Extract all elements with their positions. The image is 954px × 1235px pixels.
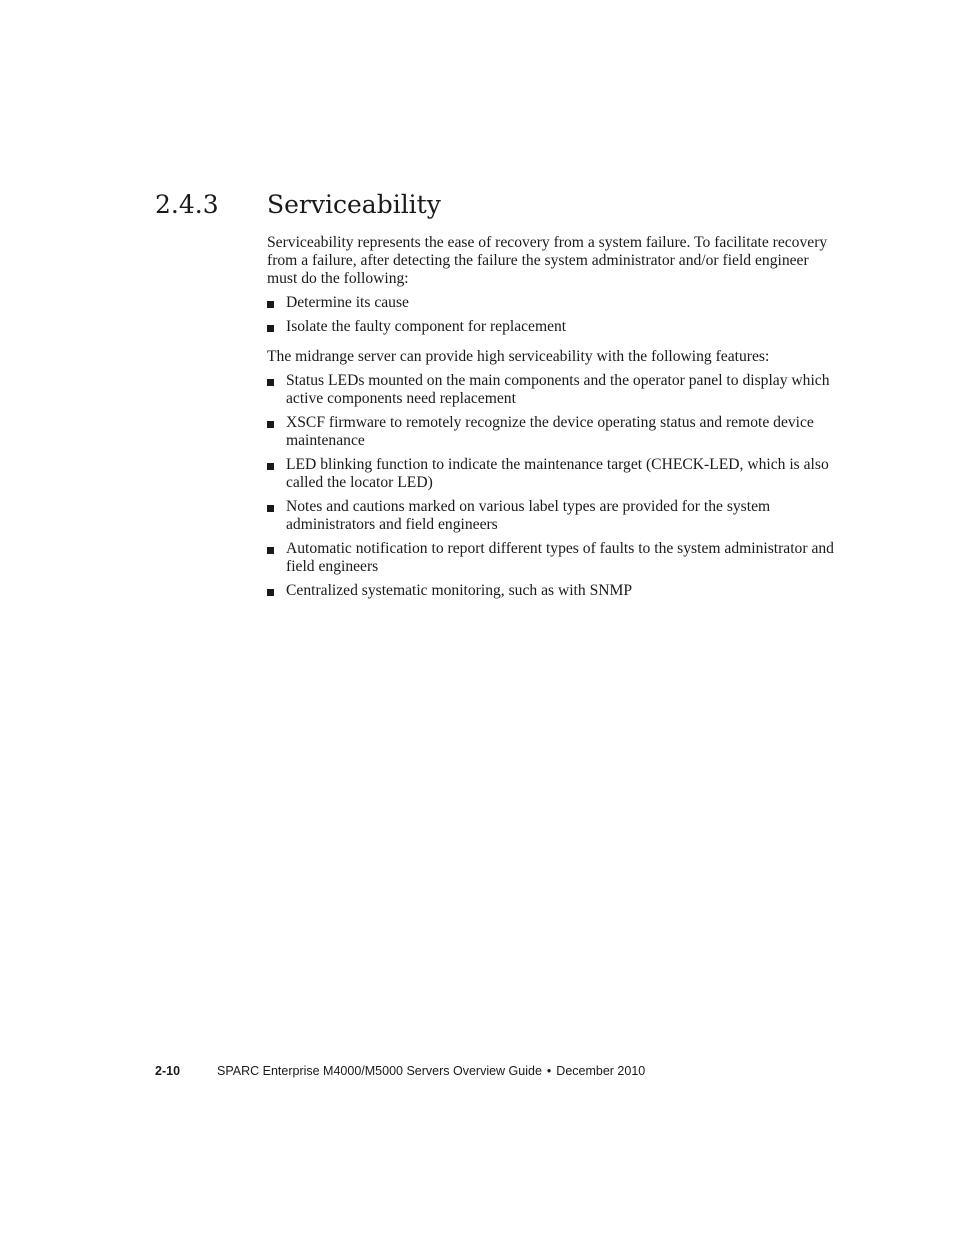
list-item <box>267 414 841 450</box>
square-bullet-icon <box>267 325 274 332</box>
publication-date: December 2010 <box>556 1064 646 1078</box>
square-bullet-icon <box>267 301 274 308</box>
list-item <box>267 498 841 534</box>
list-item-text: Notes and cautions marked on various label types are provided for the system administrators and field engineers <box>286 498 771 533</box>
list-item-text: XSCF firmware to remotely recognize the device operating status and remote device maintenance <box>286 414 814 449</box>
page-footer <box>155 1063 645 1079</box>
list-item-text: Automatic notification to report different types of faults to the system administrator and field engineers <box>286 540 834 575</box>
list-item <box>267 456 841 492</box>
square-bullet-icon <box>267 421 274 428</box>
section-number: 2.4.3 <box>155 190 219 219</box>
list-item <box>267 294 841 312</box>
page-number: 2-10 <box>155 1064 181 1078</box>
list-item-text: Isolate the faulty component for replacement <box>286 318 567 335</box>
square-bullet-icon <box>267 547 274 554</box>
features-intro-paragraph: The midrange server can provide high serviceability with the following features: <box>267 348 770 365</box>
features-list <box>267 372 841 600</box>
list-item-text: Centralized systematic monitoring, such as with SNMP <box>286 582 633 599</box>
list-item-text: Status LEDs mounted on the main components and the operator panel to display which active components need replacement <box>286 372 830 407</box>
square-bullet-icon <box>267 505 274 512</box>
section-body <box>267 234 841 606</box>
square-bullet-icon <box>267 589 274 596</box>
list-item-text: LED blinking function to indicate the maintenance target (CHECK-LED, which is also called the locator LED) <box>286 456 829 491</box>
section-title: Serviceability <box>267 190 441 219</box>
list-item <box>267 582 841 600</box>
list-item-text: Determine its cause <box>286 294 409 311</box>
list-item <box>267 372 841 408</box>
square-bullet-icon <box>267 463 274 470</box>
list-item <box>267 318 841 336</box>
recovery-steps-list <box>267 294 841 336</box>
intro-paragraph: Serviceability represents the ease of recovery from a system failure. To facilitate recovery from a failure, after detecting the failure the system administrator and/or field engineer must do the following: <box>267 234 828 287</box>
footer-separator: • <box>546 1064 552 1078</box>
document-title: SPARC Enterprise M4000/M5000 Servers Overview Guide <box>217 1064 542 1078</box>
square-bullet-icon <box>267 379 274 386</box>
list-item <box>267 540 841 576</box>
